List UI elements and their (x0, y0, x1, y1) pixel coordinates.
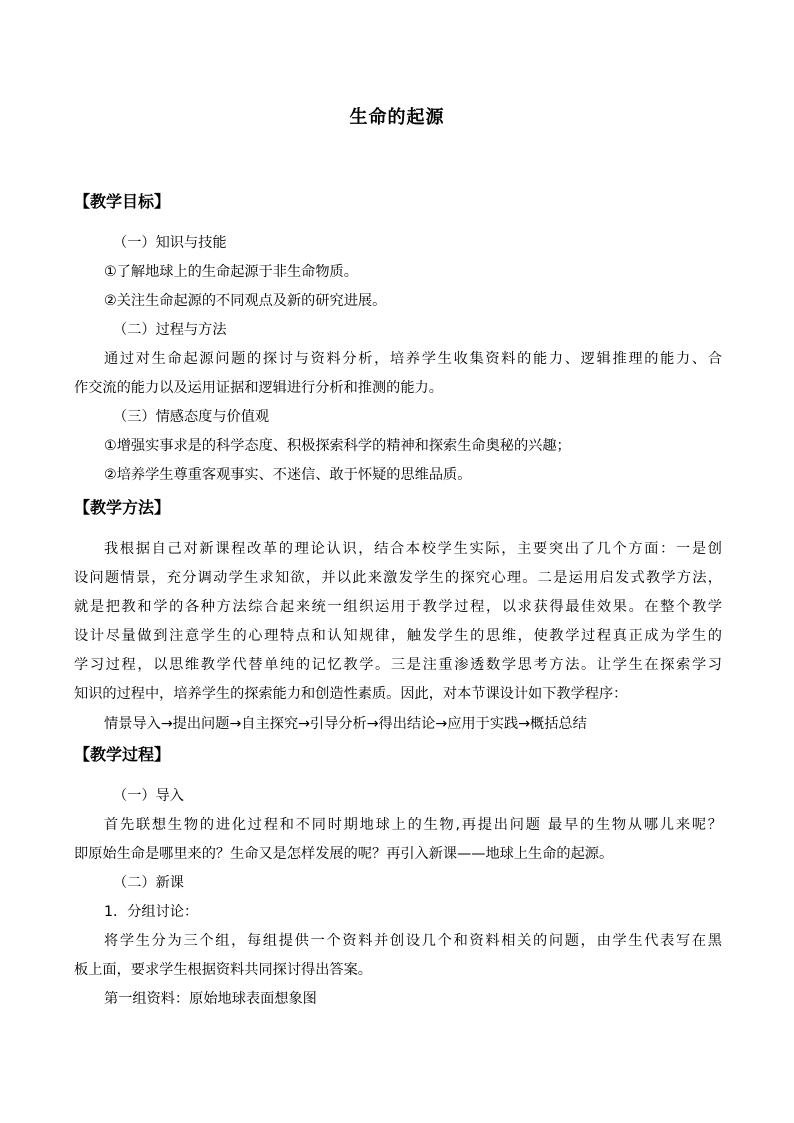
goal-item-1: ①了解地球上的生命起源于非生命物质。 (104, 264, 358, 280)
step-group-discussion: 1．分组讨论： (104, 904, 199, 920)
methods-paragraph-line-4: 设计尽量做到注意学生的心理特点和认知规律，触发学生的思维，使教学过程真正成为学生的 (74, 628, 722, 644)
heading-teaching-goals: 【教学目标】 (74, 192, 171, 211)
intro-paragraph-line-1: 首先联想生物的进化过程和不同时期地球上的生物,再提出问题 最早的生物从哪儿来呢？ (104, 817, 722, 833)
discussion-paragraph-line-1: 将学生分为三个组，每组提供一个资料并创设几个和资料相关的问题，由学生代表写在黑 (104, 933, 722, 949)
subheading-new-lesson: （二）新课 (113, 875, 184, 891)
goal-item-2: ②关注生命起源的不同观点及新的研究进展。 (104, 293, 387, 309)
intro-paragraph-line-2: 即原始生命是哪里来的？生命又是怎样发展的呢？再引入新课——地球上生命的起源。 (74, 846, 614, 862)
methods-paragraph-line-3: 就是把教和学的各种方法综合起来统一组织运用于教学过程，以求获得最佳效果。在整个教学 (74, 599, 722, 615)
subheading-process-methods: （二）过程与方法 (113, 322, 227, 338)
subheading-knowledge-skills: （一）知识与技能 (113, 235, 227, 251)
methods-paragraph-line-1: 我根据自己对新课程改革的理论认识，结合本校学生实际，主要突出了几个方面：一是创 (104, 541, 722, 557)
subheading-attitude-values: （三）情感态度与价值观 (113, 409, 270, 425)
methods-paragraph-line-5: 学习过程，以思维教学代替单纯的记忆教学。三是注重渗透数学思考方法。让学生在探索学习 (74, 657, 722, 673)
teaching-flow: 情景导入→提出问题→自主探究→引导分析→得出结论→应用于实践→概括总结 (104, 716, 587, 732)
process-paragraph-line-2: 作交流的能力以及运用证据和逻辑进行分析和推测的能力。 (74, 380, 443, 396)
group-one-material: 第一组资料：原始地球表面想象图 (104, 991, 317, 1007)
discussion-paragraph-line-2: 板上面，要求学生根据资料共同探讨得出答案。 (74, 962, 372, 978)
heading-teaching-methods: 【教学方法】 (74, 498, 171, 517)
goal-item-4: ②培养学生尊重客观事实、不迷信、敢于怀疑的思维品质。 (104, 467, 472, 483)
subheading-introduction: （一）导入 (113, 788, 184, 804)
document-title: 生命的起源 (349, 107, 445, 128)
heading-teaching-process: 【教学过程】 (74, 745, 171, 764)
methods-paragraph-line-2: 设问题情景，充分调动学生求知欲，并以此来激发学生的探究心理。二是运用启发式教学方法， (74, 570, 722, 586)
methods-paragraph-line-6: 知识的过程中，培养学生的探索能力和创造性素质。因此，对本节课设计如下教学程序： (74, 686, 628, 702)
process-paragraph-line-1: 通过对生命起源问题的探讨与资料分析，培养学生收集资料的能力、逻辑推理的能力、合 (104, 351, 722, 367)
goal-item-3: ①增强实事求是的科学态度、积极探索科学的精神和探索生命奥秘的兴趣； (104, 438, 571, 454)
